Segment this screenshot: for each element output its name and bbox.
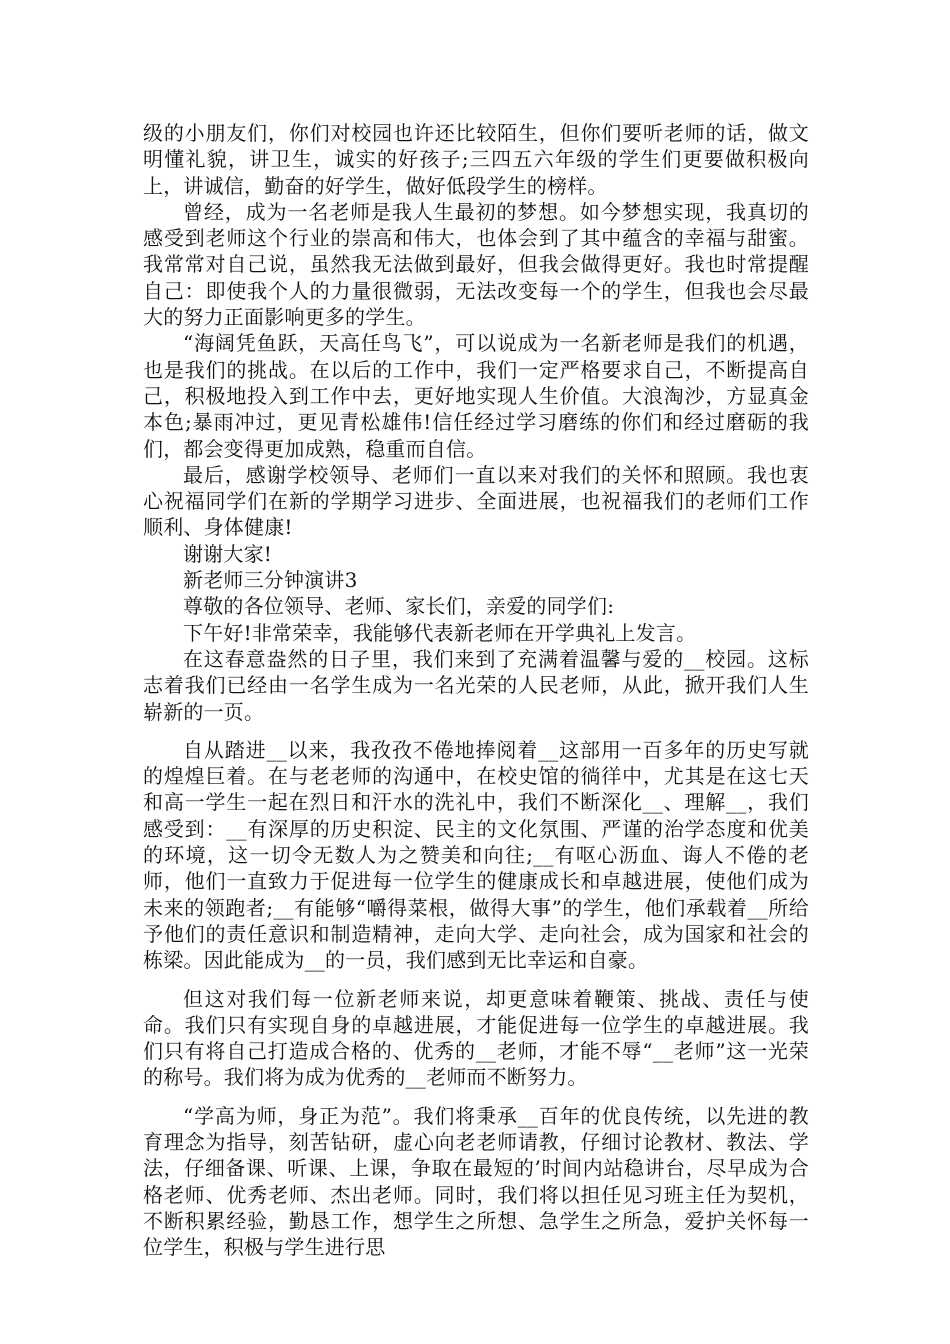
paragraph-commitment: “学高为师，身正为范”。我们将秉承__百年的优良传统，以先进的教育理念为指导，刻苦钻研，虚心向老老师请教，仔细讨论教材、教法、学法，仔细备课、听课、上课，争取在最短的’时间内站稳讲台，尽早成为合格老师、优秀老师、杰出老师。同时，我们将以担任见习班主任为契机，不断积累经验，勤恳工作，想学生之所想、急学生之所急，爱护关怀每一位学生，积极与学生进行思	[143, 1103, 809, 1260]
paragraph-spring: 在这春意盎然的日子里，我们来到了充满着温馨与爱的__校园。这标志着我们已经由一名学生成为一名光荣的人民老师，从此，掀开我们人生崭新的一页。	[143, 646, 809, 724]
closing-line: 谢谢大家!	[183, 541, 273, 566]
salutation: 尊敬的各位领导、老师、家长们，亲爱的同学们:	[183, 594, 615, 619]
document-page	[143, 120, 809, 1260]
paragraph-thanks: 最后，感谢学校领导、老师们一直以来对我们的关怀和照顾。我也衷心祝福同学们在新的学期学习进步、全面进展，也祝福我们的老师们工作顺利、身体健康!	[143, 462, 809, 540]
greeting: 下午好!非常荣幸，我能够代表新老师在开学典礼上发言。	[183, 620, 697, 645]
paragraph-history: 自从踏进__以来，我孜孜不倦地捧阅着__这部用一百多年的历史写就的煌煌巨着。在与老老师的沟通中，在校史馆的徜徉中，尤其是在这七天和高一学生一起在烈日和汗水的洗礼中，我们不断深化__、理解__，我们感受到：__有深厚的历史积淀、民主的文化氛围、严谨的治学态度和优美的环境，这一切令无数人为之赞美和向往;__有呕心沥血、诲人不倦的老师，他们一直致力于促进每一位学生的健康成长和卓越进展，使他们成为未来的领跑者;__有能够“嚼得菜根，做得大事”的学生，他们承载着__所给予他们的责任意识和制造精神，走向大学、走向社会，成为国家和社会的栋梁。因此能成为__的一员，我们感到无比幸运和自豪。	[143, 737, 809, 973]
paragraph-mission: 但这对我们每一位新老师来说，却更意味着鞭策、挑战、责任与使命。我们只有实现自身的卓越进展，才能促进每一位学生的卓越进展。我们只有将自己打造成合格的、优秀的__老师，才能不辱“__老师”这一光荣的称号。我们将为成为优秀的__老师而不断努力。	[143, 986, 809, 1090]
paragraph-continuation: 级的小朋友们，你们对校园也许还比较陌生，但你们要听老师的话，做文明懂礼貌，讲卫生，诚实的好孩子;三四五六年级的学生们更要做积极向上，讲诚信，勤奋的好学生，做好低段学生的榜样。	[143, 121, 809, 198]
paragraph-dream: 曾经，成为一名老师是我人生最初的梦想。如今梦想实现，我真切的感受到老师这个行业的崇高和伟大，也体会到了其中蕴含的幸福与甜蜜。我常常对自己说，虽然我无法做到最好，但我会做得更好。我也时常提醒自己：即使我个人的力量很微弱，无法改变每一个的学生，但我也会尽最大的努力正面影响更多的学生。	[143, 199, 809, 330]
paragraph-opportunity: “海阔凭鱼跃，天高任鸟飞”，可以说成为一名新老师是我们的机遇，也是我们的挑战。在以后的工作中，我们一定严格要求自己，不断提高自己，积极地投入到工作中去，更好地实现人生价值。大浪淘沙，方显真金本色;暴雨冲过，更见青松雄伟!信任经过学习磨练的你们和经过磨砺的我们，都会变得更加成熟，稳重而自信。	[143, 331, 809, 461]
section-heading: 新老师三分钟演讲3	[183, 568, 358, 593]
